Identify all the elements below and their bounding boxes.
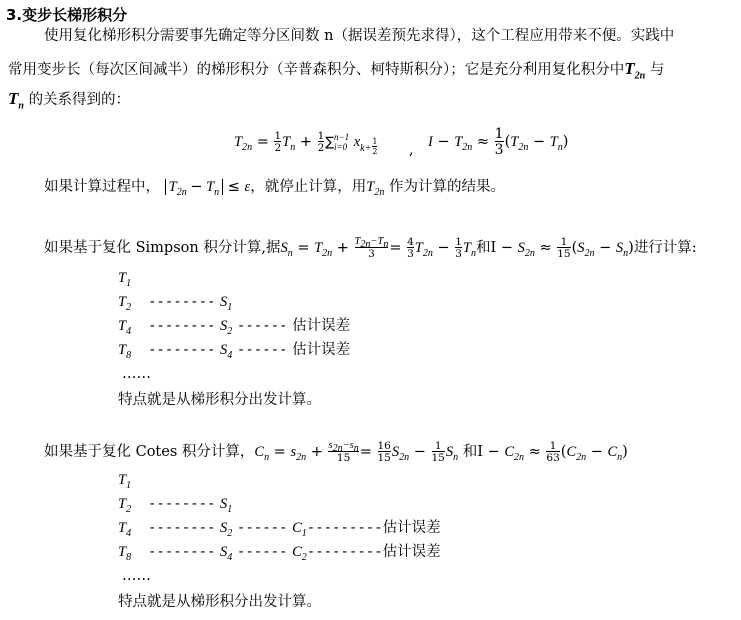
simpson-and: 和 [475, 240, 491, 256]
simpson-row-t4: $T_4$ -------- $S_2$ ------ 估计误差 [118, 318, 351, 337]
stop-tail: 作为计算的结果。 [388, 179, 505, 195]
simpson-scheme [118, 266, 350, 412]
intro-line-3-text: 的关系得到的： [28, 92, 131, 108]
simpson-tail: 进行计算: [633, 240, 697, 256]
simpson-row-t2: $T_2$ -------- $S_1$ [118, 294, 233, 313]
formula-comma: , [409, 142, 414, 158]
simpson-note: 特点就是从梯形积分出发计算。 [118, 392, 321, 408]
intro-line-3 [8, 86, 130, 113]
stop-condition: $T_{2n} - T_n$ [165, 179, 224, 195]
simpson-row-t8: $T_8$ -------- $S_4$ ------ 估计误差 [118, 342, 351, 361]
intro-line-2 [8, 56, 664, 83]
stop-mid: ，就停止计算，用 [250, 179, 367, 195]
simpson-row-t1: $T_1$ [118, 270, 132, 289]
simpson-ellipsis: …… [122, 366, 151, 382]
intro-line-1: 使用复化梯形积分需要事先确定等分区间数 n（据误差预先求得），这个工程应用带来不便。实践中 [44, 28, 675, 44]
simpson-formula-line: 如果基于复化 Simpson 积分计算,据$S_n = T_{2n}$ + $\frac{T_{2n}-T_n}{3}$ = $\frac{4}{3}$ $T_{2n}$ − $\frac{1}{3}$ $T_n$和$I - S_{2n}$ ≈ $\frac{1}{15}$ $(S_{2n} - S_n)$进行计算: [44, 235, 697, 260]
stop-lead: 如果计算过程中， [44, 179, 160, 195]
cotes-formula-line: 如果基于复化 Cotes 积分计算，$C_n = s_{2n}$ + $\frac{s_{2n}-s_n}{15}$ = $\frac{16}{15}$ $S_{2n}$ − $\frac{1}{15}$ $S_n$ 和$I - C_{2n}$ ≈ $\frac{1}{63}$ $(C_{2n} - C_n)$ [44, 439, 628, 464]
cotes-note: 特点就是从梯形积分出发计算。 [118, 594, 321, 610]
cotes-ellipsis: …… [122, 568, 151, 584]
simpson-lead: 如果基于复化 Simpson 积分计算,据 [44, 240, 281, 256]
symbol-tn: $T_n$ [8, 89, 24, 112]
intro-line-2-text: 常用变步长（每次区间减半）的梯形积分（辛普森积分、柯特斯积分）；它是充分利用复化积分中 [8, 62, 625, 78]
cotes-scheme [118, 468, 441, 614]
cotes-row-t4: $T_4$ -------- $S_2$ ------ $C_1---------$估计误差 [118, 520, 441, 539]
stop-criterion: 如果计算过程中， $T_{2n} - T_n \le \varepsilon$，就停止计算，用$T_{2n}$ 作为计算的结果。 [44, 179, 505, 198]
cotes-lead: 如果基于复化 Cotes 积分计算， [44, 444, 255, 460]
cotes-and: 和 [462, 444, 478, 460]
cotes-row-t1: $T_1$ [118, 472, 132, 491]
cotes-row-t8: $T_8$ -------- $S_4$ ------ $C_2---------$估计误差 [118, 544, 441, 563]
intro-and: 与 [649, 62, 665, 78]
cotes-row-t2: $T_2$ -------- $S_1$ [118, 496, 233, 515]
symbol-t2n: $T_{2n}$ [624, 59, 646, 82]
section-title: 3.变步长梯形积分 [6, 6, 128, 24]
trapezoid-halving-formula: $T_{2n}$ = $\frac{1}{2}$ $T_n$ + $\frac{1}{2}$ ∑ n−1 i=0 $x_{k+}$ $\frac{1}{2}$ [234, 129, 378, 156]
error-estimate-formula: $I - T_{2n}$ ≈ $\frac{1}{3}$ $(T_{2n} - T_n)$ [428, 126, 569, 158]
